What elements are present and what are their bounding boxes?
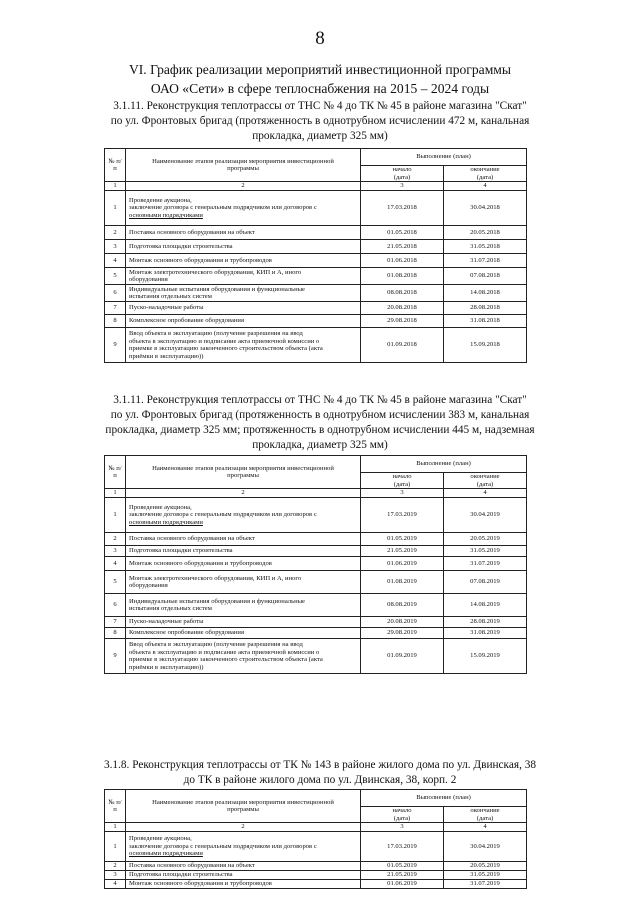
stage-line: Комплексное опробование оборудования (129, 629, 244, 637)
table-row (105, 268, 527, 285)
index-cell: 1 (105, 489, 126, 498)
stage-line: Поставка основного оборудования на объект (129, 862, 255, 870)
header-cell-stage (126, 456, 361, 489)
header-line: (дата) (393, 814, 411, 822)
end-date: 14.08.2019 (444, 594, 527, 617)
stage-name (126, 533, 361, 546)
index-row (105, 823, 527, 832)
index-cell: 4 (444, 823, 527, 832)
stage-line: заключение договора с генеральным подрядчиком или договоров с (129, 842, 317, 850)
start-date: 17.03.2019 (361, 498, 444, 533)
end-date: 20.05.2019 (444, 533, 527, 546)
stage-line: Комплексное опробование оборудования (129, 317, 244, 325)
header-cell-end (444, 166, 527, 182)
table-row (105, 871, 527, 880)
stage-name (126, 191, 361, 226)
row-number: 8 (105, 315, 126, 328)
stage-line: основными подрядчиками (129, 518, 203, 526)
stage-name (126, 302, 361, 315)
header-line: начало (392, 166, 412, 173)
end-date: 31.08.2018 (444, 315, 527, 328)
row-number: 7 (105, 617, 126, 628)
table-row (105, 880, 527, 889)
section-title-line: 3.1.11. Реконструкция теплотрассы от ТНС № 4 до ТК № 45 в районе магазина "Скат" (113, 100, 527, 112)
stage-line: основными подрядчиками (129, 850, 203, 858)
row-number: 2 (105, 862, 126, 871)
stage-line: объекта в эксплуатацию и подписание акта приемочной комиссии о (129, 337, 320, 345)
end-date: 31.07.2019 (444, 880, 527, 889)
row-number: 5 (105, 571, 126, 594)
start-date: 01.09.2019 (361, 639, 444, 674)
stage-line: Подготовка площадки строительства (129, 871, 233, 879)
header-cell-end (444, 473, 527, 489)
index-cell: 4 (444, 489, 527, 498)
start-date: 21.05.2018 (361, 240, 444, 254)
stage-line: Пуско-наладочные работы (129, 304, 204, 312)
header-row (105, 149, 527, 166)
table-row (105, 191, 527, 226)
index-cell: 4 (444, 182, 527, 191)
start-date: 01.06.2018 (361, 254, 444, 268)
start-date: 01.06.2019 (361, 880, 444, 889)
start-date: 17.03.2018 (361, 191, 444, 226)
stage-line: заключение договора с генеральным подрядчиком или договоров с (129, 204, 317, 212)
section-title (0, 393, 640, 453)
start-date: 01.05.2019 (361, 533, 444, 546)
row-number: 4 (105, 254, 126, 268)
header-line: (дата) (476, 480, 494, 488)
stage-line: Монтаж основного оборудования и трубопроводов (129, 559, 272, 567)
end-date: 31.05.2019 (444, 871, 527, 880)
start-date: 01.08.2019 (361, 571, 444, 594)
stage-name (126, 240, 361, 254)
stage-line: Поставка основного оборудования на объект (129, 228, 255, 236)
header-cell-execution: Выполнение (план) (361, 790, 527, 807)
section-title (0, 758, 640, 788)
stage-line: Монтаж электротехнического оборудования, КИП и А, иного (129, 268, 302, 276)
row-number: 4 (105, 557, 126, 571)
row-number: 3 (105, 546, 126, 557)
start-date: 17.03.2019 (361, 832, 444, 862)
stage-line: приёмки в эксплуатацию)) (129, 663, 204, 671)
start-date: 01.09.2018 (361, 328, 444, 363)
stage-name (126, 315, 361, 328)
row-number: 5 (105, 268, 126, 285)
start-date: 20.08.2019 (361, 617, 444, 628)
row-number: 7 (105, 302, 126, 315)
table-row (105, 240, 527, 254)
stage-name (126, 639, 361, 674)
header-line: (дата) (393, 173, 411, 181)
header-row (105, 790, 527, 807)
stage-name (126, 254, 361, 268)
table-row (105, 498, 527, 533)
start-date: 21.05.2019 (361, 546, 444, 557)
header-line: (дата) (393, 480, 411, 488)
stage-line: приемке в эксплуатацию законченного строительством объекта (акта (129, 656, 323, 664)
index-row (105, 182, 527, 191)
stage-line: Проведение аукциона, (129, 835, 192, 843)
header-line: Наименование этапов реализации мероприятия инвестиционной (152, 798, 334, 806)
stage-line: Монтаж основного оборудования и трубопроводов (129, 880, 272, 888)
table-row (105, 571, 527, 594)
end-date: 20.05.2018 (444, 226, 527, 240)
document-title-line: VI. График реализации мероприятий инвестиционной программы (128, 62, 512, 77)
index-row (105, 489, 527, 498)
row-number: 1 (105, 191, 126, 226)
stage-line: Подготовка площадки строительства (129, 547, 233, 555)
index-cell: 1 (105, 823, 126, 832)
header-line: Наименование этапов реализации мероприятия инвестиционной (152, 464, 334, 472)
stage-name (126, 498, 361, 533)
header-cell-number: № п/п (105, 456, 126, 489)
start-date: 29.08.2018 (361, 315, 444, 328)
header-line: начало (392, 473, 412, 480)
stage-name (126, 268, 361, 285)
table-row (105, 617, 527, 628)
start-date: 08.08.2018 (361, 285, 444, 302)
row-number: 2 (105, 533, 126, 546)
header-line: (дата) (476, 173, 494, 181)
stage-line: Проведение аукциона, (129, 196, 192, 204)
stage-line: испытания отдельных систем (129, 293, 212, 301)
end-date: 15.09.2018 (444, 328, 527, 363)
stage-line: Подготовка площадки строительства (129, 242, 233, 250)
table-row (105, 328, 527, 363)
stage-name (126, 571, 361, 594)
start-date: 01.05.2018 (361, 226, 444, 240)
row-number: 3 (105, 240, 126, 254)
stage-line: объекта в эксплуатацию и подписание акта приемочной комиссии о (129, 648, 320, 656)
header-line: окончание (470, 166, 500, 173)
schedule-table (104, 455, 527, 674)
end-date: 30.04.2019 (444, 498, 527, 533)
end-date: 31.05.2018 (444, 240, 527, 254)
stage-line: Индивидуальные испытания оборудования и функциональные (129, 597, 305, 605)
end-date: 07.08.2018 (444, 268, 527, 285)
document-title-line: ОАО «Сети» в сфере теплоснабжения на 2015 – 2024 годы (150, 81, 490, 96)
row-number: 9 (105, 639, 126, 674)
section-title-line: 3.1.11. Реконструкция теплотрассы от ТНС № 4 до ТК № 45 в районе магазина "Скат" (113, 394, 527, 406)
table-row (105, 226, 527, 240)
start-date: 20.08.2018 (361, 302, 444, 315)
header-line: программы (227, 806, 259, 814)
header-cell-execution: Выполнение (план) (361, 149, 527, 166)
header-cell-end (444, 807, 527, 823)
table-row (105, 832, 527, 862)
header-cell-stage (126, 790, 361, 823)
stage-line: Монтаж электротехнического оборудования, КИП и А, иного (129, 574, 302, 582)
section-title-line: прокладка, диаметр 325 мм) (252, 439, 388, 451)
stage-line: Поставка основного оборудования на объект (129, 535, 255, 543)
header-line: начало (392, 807, 412, 814)
stage-name (126, 546, 361, 557)
stage-name (126, 328, 361, 363)
stage-line: приемке в эксплуатацию законченного строительством объекта (акта (129, 345, 323, 353)
end-date: 31.05.2019 (444, 546, 527, 557)
index-cell: 3 (361, 823, 444, 832)
stage-line: Монтаж основного оборудования и трубопроводов (129, 256, 272, 264)
stage-line: приёмки в эксплуатацию)) (129, 352, 204, 360)
end-date: 28.08.2018 (444, 302, 527, 315)
end-date: 15.09.2019 (444, 639, 527, 674)
row-number: 6 (105, 594, 126, 617)
table-row (105, 285, 527, 302)
schedule-table (104, 148, 527, 363)
start-date: 08.08.2019 (361, 594, 444, 617)
stage-line: Индивидуальные испытания оборудования и функциональные (129, 285, 305, 293)
table-row (105, 546, 527, 557)
section-title-line: 3.1.8. Реконструкция теплотрассы от ТК № 143 в районе жилого дома по ул. Двинская, 38 (103, 759, 537, 771)
end-date: 14.08.2018 (444, 285, 527, 302)
index-cell: 3 (361, 182, 444, 191)
section-title-line: прокладка, диаметр 325 мм; протяженность в однотрубном исчислении 445 м, надземная (105, 424, 535, 436)
end-date: 31.07.2019 (444, 557, 527, 571)
document-title (0, 60, 640, 98)
stage-name (126, 226, 361, 240)
row-number: 9 (105, 328, 126, 363)
index-cell: 2 (126, 489, 361, 498)
end-date: 30.04.2018 (444, 191, 527, 226)
header-cell-execution: Выполнение (план) (361, 456, 527, 473)
section-title-line: по ул. Фронтовых бригад (протяженность в однотрубном исчислении 383 м, канальная (110, 409, 530, 421)
header-cell-number: № п/п (105, 790, 126, 823)
stage-line: испытания отдельных систем (129, 605, 212, 613)
stage-name (126, 594, 361, 617)
start-date: 01.05.2019 (361, 862, 444, 871)
header-line: программы (227, 165, 259, 173)
header-line: (дата) (476, 814, 494, 822)
header-line: окончание (470, 473, 500, 480)
header-line: окончание (470, 807, 500, 814)
start-date: 01.06.2019 (361, 557, 444, 571)
table-row (105, 302, 527, 315)
header-row (105, 456, 527, 473)
start-date: 21.05.2019 (361, 871, 444, 880)
section-title-line: прокладка, диаметр 325 мм) (252, 130, 388, 142)
end-date: 31.07.2018 (444, 254, 527, 268)
stage-line: оборудования (129, 582, 168, 590)
end-date: 20.05.2019 (444, 862, 527, 871)
index-cell: 1 (105, 182, 126, 191)
end-date: 28.08.2019 (444, 617, 527, 628)
stage-line: оборудования (129, 276, 168, 284)
header-line: Наименование этапов реализации мероприятия инвестиционной (152, 157, 334, 165)
index-cell: 3 (361, 489, 444, 498)
stage-line: основными подрядчиками (129, 211, 203, 219)
stage-line: заключение договора с генеральным подрядчиком или договоров с (129, 511, 317, 519)
table-row (105, 594, 527, 617)
stage-name (126, 628, 361, 639)
row-number: 2 (105, 226, 126, 240)
end-date: 30.04.2019 (444, 832, 527, 862)
header-cell-start (361, 473, 444, 489)
stage-line: Пуско-наладочные работы (129, 618, 204, 626)
schedule-table (104, 789, 527, 889)
stage-name (126, 617, 361, 628)
section-title-line: по ул. Фронтовых бригад (протяженность в однотрубном исчислении 472 м, канальная (110, 115, 530, 127)
section-title-line: до ТК в районе жилого дома по ул. Двинская, 38, корп. 2 (183, 774, 457, 786)
start-date: 29.08.2019 (361, 628, 444, 639)
stage-name (126, 285, 361, 302)
index-cell: 2 (126, 182, 361, 191)
end-date: 31.08.2019 (444, 628, 527, 639)
row-number: 8 (105, 628, 126, 639)
stage-line: Ввод объекта в эксплуатацию (получение разрешения на ввод (129, 330, 303, 337)
row-number: 1 (105, 832, 126, 862)
stage-name (126, 832, 361, 862)
header-cell-start (361, 166, 444, 182)
end-date: 07.08.2019 (444, 571, 527, 594)
row-number: 3 (105, 871, 126, 880)
start-date: 01.08.2018 (361, 268, 444, 285)
table-row (105, 628, 527, 639)
table-row (105, 254, 527, 268)
row-number: 6 (105, 285, 126, 302)
header-cell-start (361, 807, 444, 823)
index-cell: 2 (126, 823, 361, 832)
stage-line: Ввод объекта в эксплуатацию (получение разрешения на ввод (129, 641, 303, 648)
table-row (105, 862, 527, 871)
table-row (105, 315, 527, 328)
page-number: 8 (315, 28, 325, 49)
stage-name (126, 557, 361, 571)
stage-name (126, 880, 361, 889)
section-title (0, 99, 640, 144)
stage-name (126, 871, 361, 880)
header-line: программы (227, 472, 259, 480)
header-cell-number: № п/п (105, 149, 126, 182)
stage-name (126, 862, 361, 871)
table-row (105, 639, 527, 674)
table-row (105, 557, 527, 571)
header-cell-stage (126, 149, 361, 182)
table-row (105, 533, 527, 546)
row-number: 1 (105, 498, 126, 533)
row-number: 4 (105, 880, 126, 889)
stage-line: Проведение аукциона, (129, 503, 192, 511)
